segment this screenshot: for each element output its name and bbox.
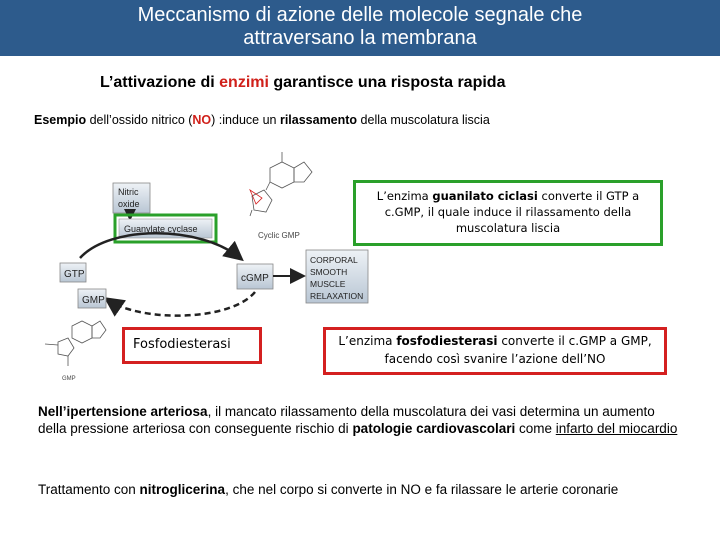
- gmp-structure: [45, 321, 106, 366]
- guanylate-cyclase-callout: [353, 180, 663, 246]
- red-callout-post: converte il c.GMP a GMP, facendo così svanire l’azione dell’NO: [384, 334, 652, 366]
- gtp-label: GTP: [64, 269, 85, 280]
- subtitle-pre: L’attivazione di: [100, 74, 220, 91]
- phosphodiesterase-callout: [323, 327, 667, 375]
- treatment-paragraph: [38, 481, 678, 498]
- guanylate-cyclase-label: Guanylate cyclase: [124, 224, 198, 234]
- para2-bold: nitroglicerina: [139, 482, 226, 497]
- relax-line-3: MUSCLE: [310, 279, 346, 289]
- nitric-oxide-label-2: oxide: [118, 199, 140, 209]
- para1-underline: infarto del miocardio: [555, 421, 678, 436]
- nitric-oxide-label-1: Nitric: [118, 187, 139, 197]
- hypertension-paragraph: [38, 403, 678, 437]
- example-text-2: ) :induce un: [211, 113, 280, 127]
- cyclic-gmp-structure: [250, 152, 312, 216]
- green-callout-post: converte il GTP a c.GMP, il quale induce il rilassamento della muscolatura liscia: [384, 189, 640, 235]
- slide-title-line-1: Meccanismo di azione delle molecole segnale che: [137, 4, 583, 26]
- cgmp-to-gmp-arrow: [108, 292, 255, 316]
- green-callout-bold: guanilato ciclasi: [432, 189, 538, 203]
- example-no: NO: [192, 113, 212, 127]
- slide-title-line-2: attraversano la membrana: [243, 27, 477, 49]
- red-callout-pre: L’enzima: [338, 334, 397, 348]
- para1-bold-2: patologie cardiovascolari: [352, 421, 516, 436]
- cgmp-label: cGMP: [241, 273, 269, 284]
- cyclic-gmp-label: Cyclic GMP: [258, 231, 300, 240]
- phosphodiesterase-label: Fosfodiesterasi: [122, 327, 262, 364]
- relax-line-2: SMOOTH: [310, 267, 348, 277]
- para1-bold-1: Nell’ipertensione arteriosa: [38, 404, 208, 419]
- para2-text-1: Trattamento con: [38, 482, 140, 497]
- subtitle-enzimi: enzimi: [219, 74, 269, 91]
- relax-line-1: CORPORAL: [310, 255, 358, 265]
- gmp-label: GMP: [82, 295, 105, 306]
- relax-line-4: RELAXATION: [310, 291, 364, 301]
- example-label: Esempio: [34, 113, 87, 127]
- subtitle-post: garantisce una risposta rapida: [268, 74, 506, 91]
- example-rilassamento: rilassamento: [279, 113, 358, 127]
- example-text-3: della muscolatura liscia: [357, 113, 490, 127]
- para1-text-1: , il mancato rilassamento della muscolatura dei vasi determina un aumento della pressione arteriosa con conseguente rischio di: [38, 404, 655, 436]
- example-text-1: dell’ossido nitrico (: [86, 113, 193, 127]
- para1-text-2: come: [515, 421, 556, 436]
- gmp-structure-label: GMP: [62, 376, 76, 382]
- para2-text-2: , che nel corpo si converte in NO e fa rilassare le arterie coronarie: [225, 482, 619, 497]
- red-callout-bold: fosfodiesterasi: [396, 334, 498, 348]
- green-callout-pre: L’enzima: [376, 189, 433, 203]
